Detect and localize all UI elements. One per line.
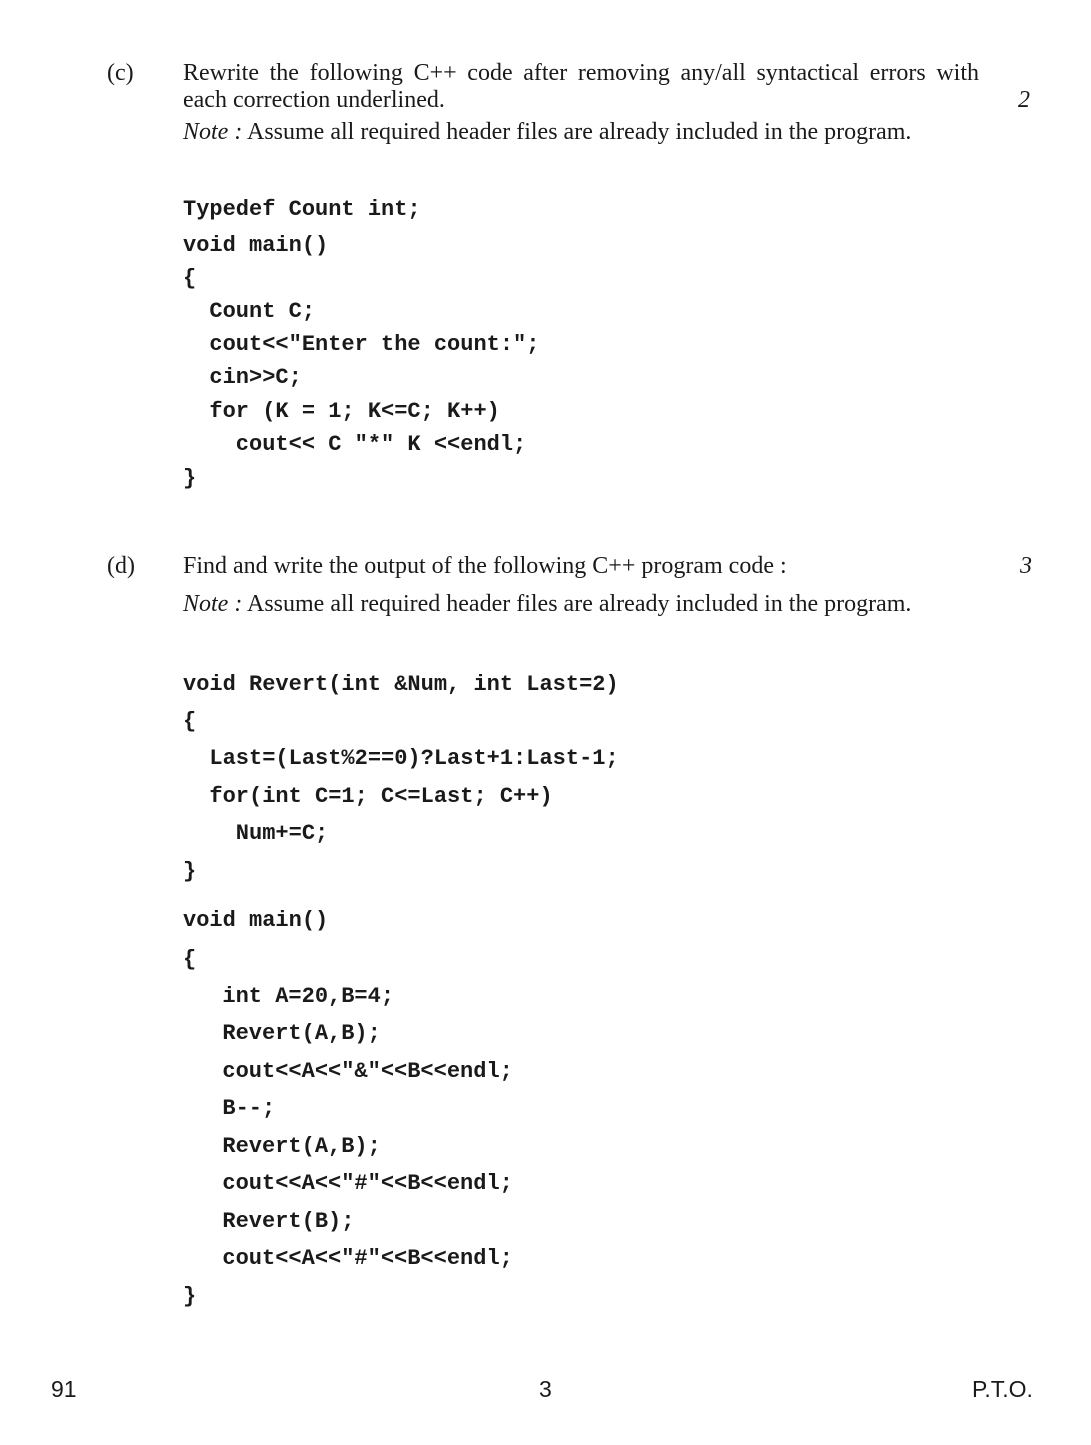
code-d-line-6: } bbox=[183, 859, 197, 884]
question-c-note bbox=[183, 119, 979, 146]
code-c-line-8: cout<< C "*" K <<endl; bbox=[183, 432, 527, 457]
code-d-line-13: Revert(A,B); bbox=[196, 1134, 381, 1159]
code-c-line-3: { bbox=[183, 266, 197, 291]
code-d-line-12: B--; bbox=[196, 1096, 276, 1121]
question-c-text: Rewrite the following C++ code after removing any/all syntactical errors with each correction underlined. bbox=[183, 60, 979, 113]
code-c-line-5: cout<<"Enter the count:"; bbox=[183, 332, 540, 357]
code-d-line-17: } bbox=[183, 1284, 197, 1309]
question-d-marks: 3 bbox=[1020, 553, 1032, 579]
code-d-line-7: void main() bbox=[183, 908, 329, 933]
code-d-line-16: cout<<A<<"#"<<B<<endl; bbox=[196, 1246, 513, 1271]
pto-label: P.T.O. bbox=[972, 1376, 1033, 1402]
code-d-line-14: cout<<A<<"#"<<B<<endl; bbox=[196, 1171, 513, 1196]
code-c-line-9: } bbox=[183, 466, 197, 491]
note-text: Assume all required header files are already included in the program. bbox=[242, 591, 912, 617]
paper-code: 91 bbox=[51, 1376, 77, 1402]
code-d-line-3: Last=(Last%2==0)?Last+1:Last-1; bbox=[183, 746, 619, 771]
code-d-line-15: Revert(B); bbox=[196, 1209, 355, 1234]
code-d-line-10: Revert(A,B); bbox=[196, 1021, 381, 1046]
question-c-label: (c) bbox=[107, 60, 134, 86]
code-d-line-5: Num+=C; bbox=[183, 821, 329, 846]
question-d-text: Find and write the output of the following C++ program code : bbox=[183, 553, 787, 579]
code-d-line-2: { bbox=[183, 709, 197, 734]
code-c-line-4: Count C; bbox=[183, 299, 316, 324]
note-label: Note : bbox=[183, 119, 243, 145]
code-c-line-6: cin>>C; bbox=[183, 365, 302, 390]
page-number: 3 bbox=[539, 1376, 552, 1402]
code-d-line-11: cout<<A<<"&"<<B<<endl; bbox=[196, 1059, 513, 1084]
code-c-line-2: void main() bbox=[183, 233, 329, 258]
question-d-note bbox=[183, 588, 979, 620]
note-text: Assume all required header files are already included in the program. bbox=[242, 119, 912, 145]
question-d-label: (d) bbox=[107, 553, 135, 579]
code-d-line-1: void Revert(int &Num, int Last=2) bbox=[183, 672, 619, 697]
code-c-line-1: Typedef Count int; bbox=[183, 197, 421, 222]
code-d-line-9: int A=20,B=4; bbox=[196, 984, 395, 1009]
code-d-line-8: { bbox=[183, 947, 197, 972]
question-c-marks: 2 bbox=[1018, 87, 1030, 113]
code-d-line-4: for(int C=1; C<=Last; C++) bbox=[183, 784, 553, 809]
code-c-line-7: for (K = 1; K<=C; K++) bbox=[183, 399, 500, 424]
note-label: Note : bbox=[183, 591, 243, 617]
